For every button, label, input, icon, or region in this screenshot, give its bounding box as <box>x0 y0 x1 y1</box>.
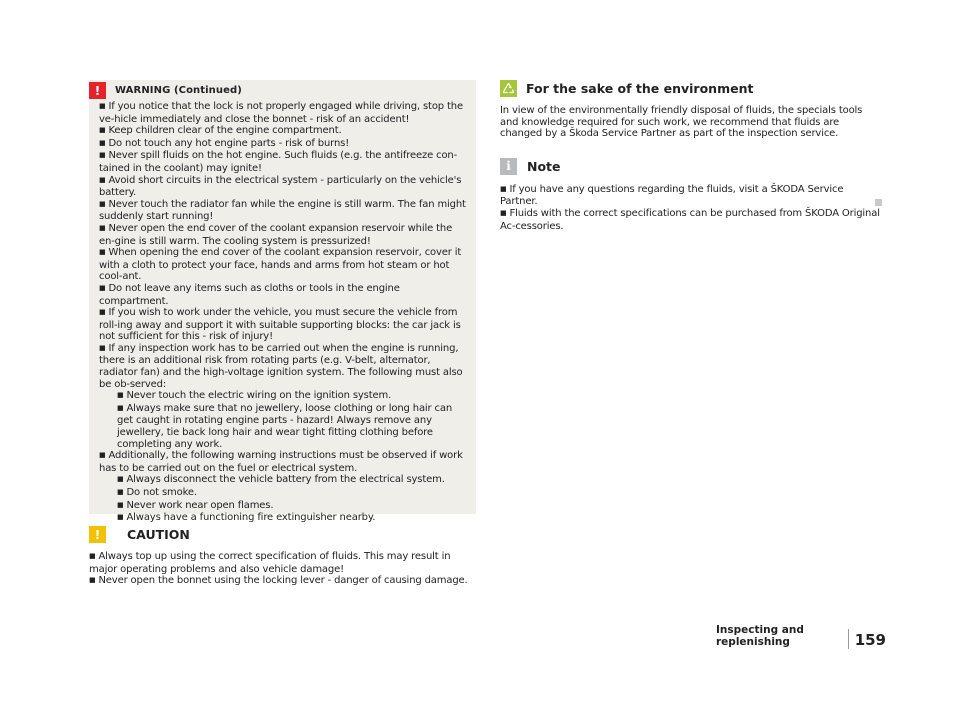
list-item: ■ Always top up using the correct specification of fluids. This may result in major operating problems and also vehicle damage! <box>89 551 451 575</box>
left-column <box>89 80 476 588</box>
note-title: Note <box>527 158 561 174</box>
sub-list-item: ■ Never touch the electric wiring on the ignition system. <box>117 390 392 402</box>
list-item: ■ Never open the end cover of the coolant expansion reservoir while the en-gine is still warm. The cooling system is pressurized! <box>99 222 453 247</box>
caution-header <box>89 526 476 543</box>
sub-list-item: ■ Do not smoke. <box>117 487 197 498</box>
warning-text <box>99 101 466 525</box>
footer-divider <box>848 629 849 649</box>
exclamation-icon: ! <box>89 82 106 99</box>
list-item: ■ Never spill fluids on the hot engine. Such fluids (e.g. the antifreeze con-tained in the coolant) may ignite! <box>99 150 458 174</box>
note-header <box>500 158 882 175</box>
list-item: ■ Avoid short circuits in the electrical system - particularly on the vehicle's battery. <box>99 174 462 199</box>
right-column <box>500 80 882 232</box>
list-item: ■ Do not touch any hot engine parts - risk of burns! <box>99 137 350 149</box>
list-item: ■ When opening the end cover of the coolant expansion reservoir, cover it with a cloth to protect your face, hands and arms from hot steam or hot cool-ant. <box>99 247 462 283</box>
environment-title: For the sake of the environment <box>526 81 754 96</box>
sub-list-item: ■ Always disconnect the vehicle battery from the electrical system. <box>117 474 445 486</box>
environment-header <box>500 80 882 97</box>
list-item: ■ Do not leave any items such as cloths or tools in the engine compartment. <box>99 282 400 307</box>
page-footer <box>716 624 886 649</box>
sub-list-item: ■ Always make sure that no jewellery, loose clothing or long hair can get caught in rotating engine parts - hazard! Always remove any jewellery, tie back long hair and wear tight fitting clothing before completing any work. <box>117 402 453 450</box>
list-item: ■ Never touch the radiator fan while the engine is still warm. The fan might suddenly start running! <box>99 198 466 223</box>
caution-title: CAUTION <box>127 527 190 542</box>
section-end-marker <box>875 199 882 206</box>
warning-box <box>89 80 476 524</box>
list-item: ■ Additionally, the following warning instructions must be observed if work has to be carried out on the fuel or electrical system. <box>99 450 463 474</box>
list-item: ■ Fluids with the correct specifications can be purchased from ŠKODA Original Ac-cessories. <box>500 207 880 232</box>
list-item: ■ If any inspection work has to be carried out when the engine is running, there is an additional risk from rotating parts (e.g. V-belt, alternator, radiator fan) and the high-voltage ignition system. The following must also be ob-served: <box>99 342 463 390</box>
list-item: ■ If you notice that the lock is not properly engaged while driving, stop the ve-hicle immediately and close the bonnet - risk of an accident! <box>99 101 463 125</box>
footer-section-title: Inspecting and replenishing <box>716 624 804 648</box>
info-icon: i <box>500 158 517 175</box>
environment-text: In view of the environmentally friendly disposal of fluids, the specials tools and knowledge required for such work, we recommend that fluids are changed by a Škoda Service Partner as part of the inspection service. <box>500 105 863 140</box>
sub-list-item: ■ Never work near open flames. <box>117 499 274 511</box>
list-item: ■ If you have any questions regarding the fluids, visit a ŠKODA Service Partner. <box>500 183 844 208</box>
exclamation-icon: ! <box>89 526 106 543</box>
caution-text <box>89 551 476 588</box>
sub-list-item: ■ Always have a functioning fire extinguisher nearby. <box>117 512 376 524</box>
page-number: 159 <box>854 631 886 649</box>
list-item: ■ If you wish to work under the vehicle, you must secure the vehicle from roll-ing away and support it with suitable supporting blocks: the car jack is not sufficient for this - risk of injury! <box>99 307 461 343</box>
list-item: ■ Keep children clear of the engine compartment. <box>99 125 342 137</box>
warning-title: WARNING (Continued) <box>115 85 242 96</box>
warning-header <box>89 82 466 99</box>
list-item: ■ Never open the bonnet using the locking lever - danger of causing damage. <box>89 575 468 587</box>
recycle-icon <box>500 80 517 97</box>
note-text <box>500 184 882 232</box>
